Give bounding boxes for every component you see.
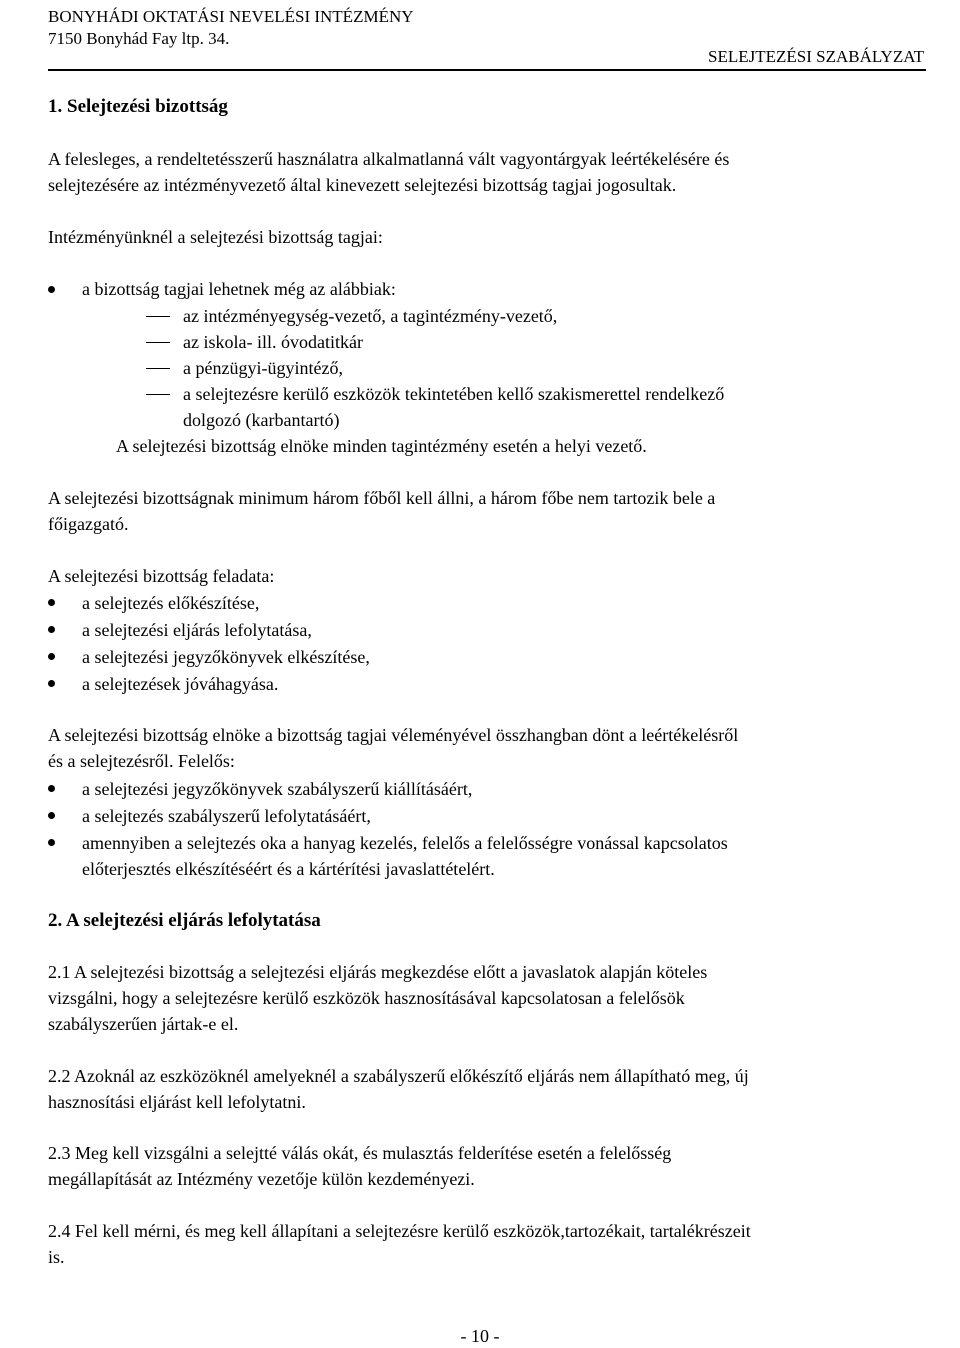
task-item: a selejtezési eljárás lefolytatása, (82, 620, 312, 640)
dash-icon (146, 394, 170, 395)
task-item: a selejtezés előkészítése, (82, 593, 260, 613)
paragraph-2-1-line-3: szabályszerűen jártak-e el. (48, 1014, 239, 1034)
page-number: - 10 - (460, 1326, 500, 1346)
institution-address: 7150 Bonyhád Fay ltp. 34. (48, 29, 230, 48)
dash-icon (146, 368, 170, 369)
dash-icon (146, 316, 170, 317)
chair-decides-line-2: és a selejtezésről. Felelős: (48, 751, 235, 771)
bullet-icon (48, 626, 55, 633)
members-intro: Intézményünknél a selejtezési bizottság tagjai: (48, 227, 383, 247)
bullet-icon (48, 839, 55, 846)
institution-name: BONYHÁDI OKTATÁSI NEVELÉSI INTÉZMÉNY (48, 7, 414, 26)
tasks-intro: A selejtezési bizottság feladata: (48, 566, 275, 586)
paragraph-2-2-line-1: 2.2 Azoknál az eszközöknél amelyeknél a szabályszerű előkészítő eljárás nem állapítható meg, új (48, 1066, 749, 1086)
dash-icon (146, 342, 170, 343)
responsibility-item: a selejtezési jegyzőkönyvek szabályszerű kiállításáért, (82, 779, 473, 799)
min-members-line-2: főigazgató. (48, 514, 129, 534)
paragraph-2-2-line-2: hasznosítási eljárást kell lefolytatni. (48, 1092, 306, 1112)
document-title: SELEJTEZÉSI SZABÁLYZAT (708, 47, 924, 66)
members-bullet: a bizottság tagjai lehetnek még az alábbiak: (82, 279, 396, 299)
bullet-icon (48, 653, 55, 660)
member-item: a pénzügyi-ügyintéző, (183, 358, 343, 378)
chair-note: A selejtezési bizottság elnöke minden tagintézmény esetén a helyi vezető. (116, 436, 647, 456)
task-item: a selejtezési jegyzőkönyvek elkészítése, (82, 647, 370, 667)
bullet-icon (48, 286, 55, 293)
task-item: a selejtezések jóváhagyása. (82, 674, 279, 694)
intro-line-1: A felesleges, a rendeltetésszerű használatra alkalmatlanná vált vagyontárgyak leértékelésére és (48, 149, 730, 169)
paragraph-2-1-line-2: vizsgálni, hogy a selejtezésre kerülő eszközök hasznosításával kapcsolatosan a felelősök (48, 988, 685, 1008)
member-item-continuation: dolgozó (karbantartó) (183, 410, 340, 430)
responsibility-continuation: előterjesztés elkészítéséért és a kártérítési javaslattételért. (82, 859, 495, 879)
paragraph-2-4-line-2: is. (48, 1247, 65, 1267)
paragraph-2-1-line-1: 2.1 A selejtezési bizottság a selejtezési eljárás megkezdése előtt a javaslatok alapján köteles (48, 962, 708, 982)
member-item: az iskola- ill. óvodatitkár (183, 332, 363, 352)
bullet-icon (48, 599, 55, 606)
paragraph-2-3-line-1: 2.3 Meg kell vizsgálni a selejtté válás okát, és mulasztás felderítése esetén a felelősség (48, 1143, 672, 1163)
member-item: a selejtezésre kerülő eszközök tekintetében kellő szakismerettel rendelkező (183, 384, 725, 404)
paragraph-2-3-line-2: megállapítását az Intézmény vezetője külön kezdeményezi. (48, 1169, 475, 1189)
member-item: az intézményegység-vezető, a tagintézmény-vezető, (183, 306, 558, 326)
chair-decides-line-1: A selejtezési bizottság elnöke a bizottság tagjai véleményével összhangban dönt a leértékelésről (48, 725, 739, 745)
intro-line-2: selejtezésére az intézményvezető által kinevezett selejtezési bizottság tagjai jogosultak. (48, 175, 677, 195)
bullet-icon (48, 680, 55, 687)
bullet-icon (48, 812, 55, 819)
bullet-icon (48, 785, 55, 792)
section1-heading: 1. Selejtezési bizottság (48, 96, 228, 117)
responsibility-item: amennyiben a selejtezés oka a hanyag kezelés, felelős a felelősségre vonással kapcsolatos (82, 833, 728, 853)
responsibility-item: a selejtezés szabályszerű lefolytatásáért, (82, 806, 371, 826)
header-rule (48, 69, 926, 71)
section2-heading: 2. A selejtezési eljárás lefolytatása (48, 910, 321, 931)
min-members-line-1: A selejtezési bizottságnak minimum három főből kell állni, a három főbe nem tartozik bele a (48, 488, 716, 508)
paragraph-2-4-line-1: 2.4 Fel kell mérni, és meg kell állapítani a selejtezésre kerülő eszközök,tartozékait, tartalékrészeit (48, 1221, 751, 1241)
